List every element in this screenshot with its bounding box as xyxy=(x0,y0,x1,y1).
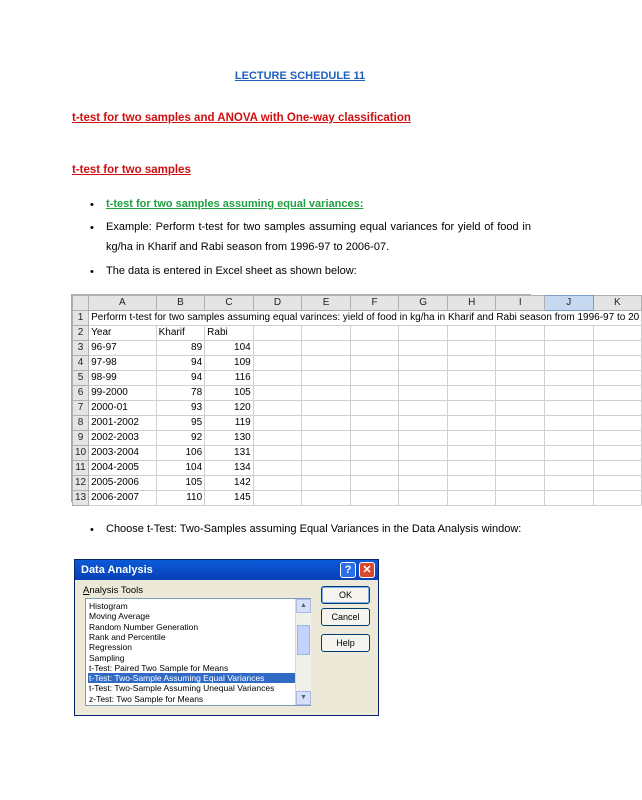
cell[interactable] xyxy=(593,326,642,341)
close-icon[interactable]: ✕ xyxy=(359,562,375,578)
column-header[interactable]: J xyxy=(545,296,594,311)
cell[interactable] xyxy=(545,461,594,476)
cell[interactable] xyxy=(350,491,399,506)
cell[interactable] xyxy=(593,476,642,491)
cell[interactable]: 134 xyxy=(205,461,254,476)
cell[interactable] xyxy=(593,386,642,401)
cell[interactable] xyxy=(350,386,399,401)
cell[interactable] xyxy=(399,371,448,386)
main-heading: t-test for two samples and ANOVA with One-way classification xyxy=(72,112,411,124)
cell[interactable] xyxy=(593,491,642,506)
analysis-tools-list[interactable] xyxy=(85,598,311,706)
cell[interactable]: 96-97 xyxy=(89,341,157,356)
cell[interactable] xyxy=(447,431,496,446)
cell[interactable] xyxy=(447,416,496,431)
cell[interactable]: 116 xyxy=(205,371,254,386)
cell[interactable] xyxy=(253,356,302,371)
cell[interactable] xyxy=(253,461,302,476)
row-header[interactable]: 12 xyxy=(73,476,89,491)
cell[interactable] xyxy=(399,326,448,341)
cell[interactable] xyxy=(545,386,594,401)
cell[interactable]: 2000-01 xyxy=(89,401,157,416)
cell[interactable]: 142 xyxy=(205,476,254,491)
cell[interactable]: Year xyxy=(89,326,157,341)
cell[interactable] xyxy=(302,476,351,491)
column-header[interactable]: A xyxy=(89,296,157,311)
cell[interactable] xyxy=(545,356,594,371)
bullet-2: Example: Perform t-test for two samples assuming equal variances for yield of food in kg/ha in Kharif and Rabi season from 1996-97 to 2006-07. xyxy=(106,221,531,253)
cell[interactable] xyxy=(447,341,496,356)
column-header[interactable]: I xyxy=(496,296,545,311)
column-header[interactable]: K xyxy=(593,296,642,311)
cell[interactable] xyxy=(545,371,594,386)
cell[interactable] xyxy=(447,356,496,371)
column-header[interactable]: B xyxy=(156,296,205,311)
cell[interactable] xyxy=(545,326,594,341)
cell[interactable] xyxy=(593,431,642,446)
list-item[interactable]: Random Number Generation xyxy=(89,621,199,632)
scroll-thumb[interactable] xyxy=(297,625,310,655)
cell[interactable] xyxy=(447,446,496,461)
bullet-dot: • xyxy=(90,266,94,278)
row-header[interactable]: 11 xyxy=(73,461,89,476)
cell[interactable]: 2004-2005 xyxy=(89,461,157,476)
bullet-4: Choose t-Test: Two-Samples assuming Equal Variances in the Data Analysis window: xyxy=(106,523,522,535)
list-scrollbar[interactable] xyxy=(295,599,311,705)
row-header[interactable]: 2 xyxy=(73,326,89,341)
cell[interactable] xyxy=(399,476,448,491)
row-header[interactable]: 9 xyxy=(73,431,89,446)
list-item[interactable]: Moving Average xyxy=(89,611,150,622)
cell[interactable]: 99-2000 xyxy=(89,386,157,401)
cell[interactable] xyxy=(447,371,496,386)
cell[interactable] xyxy=(496,491,545,506)
cell[interactable] xyxy=(399,416,448,431)
cell[interactable] xyxy=(593,371,642,386)
cell[interactable]: 78 xyxy=(156,386,205,401)
list-item[interactable]: t-Test: Two-Sample Assuming Equal Variances xyxy=(88,673,295,683)
cell[interactable] xyxy=(593,446,642,461)
bullet-dot: • xyxy=(90,222,94,234)
cell[interactable] xyxy=(399,356,448,371)
cell[interactable] xyxy=(302,371,351,386)
help-icon[interactable]: ? xyxy=(340,562,356,578)
cell[interactable]: Kharif xyxy=(156,326,205,341)
analysis-tools-label: Analysis Tools xyxy=(83,585,144,596)
row-header[interactable]: 8 xyxy=(73,416,89,431)
cell[interactable] xyxy=(399,386,448,401)
row-header[interactable]: 3 xyxy=(73,341,89,356)
cell[interactable] xyxy=(302,416,351,431)
column-header[interactable]: E xyxy=(302,296,351,311)
cell[interactable] xyxy=(545,491,594,506)
row-header[interactable]: 13 xyxy=(73,491,89,506)
sheet-table xyxy=(72,295,642,506)
cell[interactable] xyxy=(593,356,642,371)
cell[interactable] xyxy=(399,461,448,476)
cell[interactable] xyxy=(350,461,399,476)
cell[interactable] xyxy=(545,341,594,356)
cell[interactable] xyxy=(496,401,545,416)
column-header[interactable]: G xyxy=(399,296,448,311)
cell[interactable] xyxy=(447,476,496,491)
cell[interactable]: 2006-2007 xyxy=(89,491,157,506)
cell[interactable] xyxy=(253,491,302,506)
cell[interactable]: 119 xyxy=(205,416,254,431)
cell[interactable] xyxy=(302,401,351,416)
cell[interactable] xyxy=(496,446,545,461)
row-header[interactable]: 1 xyxy=(73,311,89,326)
column-header[interactable]: F xyxy=(350,296,399,311)
cell[interactable] xyxy=(447,386,496,401)
cell[interactable] xyxy=(399,341,448,356)
cell[interactable] xyxy=(253,416,302,431)
cell[interactable] xyxy=(253,386,302,401)
list-item[interactable]: Rank and Percentile xyxy=(89,631,166,642)
cell[interactable] xyxy=(253,371,302,386)
cell[interactable] xyxy=(399,401,448,416)
cell[interactable] xyxy=(350,326,399,341)
row-header[interactable]: 4 xyxy=(73,356,89,371)
excel-spreadsheet xyxy=(71,294,640,503)
cell[interactable]: 105 xyxy=(205,386,254,401)
row-header[interactable]: 5 xyxy=(73,371,89,386)
list-item[interactable]: t-Test: Paired Two Sample for Means xyxy=(89,662,229,673)
cell[interactable] xyxy=(496,461,545,476)
cell[interactable] xyxy=(593,341,642,356)
list-item[interactable]: Histogram xyxy=(89,601,128,611)
cell[interactable]: 93 xyxy=(156,401,205,416)
cell[interactable] xyxy=(302,326,351,341)
cell[interactable]: 97-98 xyxy=(89,356,157,371)
bullet-3: The data is entered in Excel sheet as shown below: xyxy=(106,265,357,277)
cell[interactable]: 2001-2002 xyxy=(89,416,157,431)
cell[interactable]: 145 xyxy=(205,491,254,506)
cell[interactable]: 94 xyxy=(156,371,205,386)
list-item[interactable]: t-Test: Two-Sample Assuming Unequal Variances xyxy=(89,683,275,694)
row-header[interactable]: 6 xyxy=(73,386,89,401)
cell[interactable] xyxy=(350,371,399,386)
cell[interactable] xyxy=(593,401,642,416)
equal-variance-link[interactable]: t-test for two samples assuming equal variances: xyxy=(106,198,364,210)
cell[interactable] xyxy=(593,461,642,476)
row-header[interactable]: 10 xyxy=(73,446,89,461)
cell[interactable]: 2003-2004 xyxy=(89,446,157,461)
column-header[interactable]: H xyxy=(447,296,496,311)
cell[interactable] xyxy=(302,356,351,371)
cell[interactable] xyxy=(447,401,496,416)
cell[interactable] xyxy=(302,386,351,401)
cell[interactable] xyxy=(350,356,399,371)
cell[interactable] xyxy=(350,401,399,416)
cell[interactable] xyxy=(496,386,545,401)
cell[interactable] xyxy=(350,446,399,461)
cell[interactable] xyxy=(496,431,545,446)
cell[interactable] xyxy=(545,431,594,446)
cell[interactable]: 2005-2006 xyxy=(89,476,157,491)
sheet-title-cell[interactable]: Perform t-test for two samples assuming equal varinces: yield of food in kg/ha in Kharif and Rabi season from 1996-97 to 20 xyxy=(89,311,642,326)
cell[interactable] xyxy=(302,461,351,476)
cell[interactable] xyxy=(545,416,594,431)
cell[interactable]: 104 xyxy=(156,461,205,476)
select-all-corner[interactable] xyxy=(73,296,89,311)
cell[interactable] xyxy=(447,491,496,506)
cell[interactable] xyxy=(350,431,399,446)
cell[interactable] xyxy=(496,476,545,491)
cell[interactable]: Rabi xyxy=(205,326,254,341)
cell[interactable] xyxy=(496,341,545,356)
cell[interactable]: 92 xyxy=(156,431,205,446)
cell[interactable] xyxy=(447,461,496,476)
cell[interactable]: 105 xyxy=(156,476,205,491)
cell[interactable]: 120 xyxy=(205,401,254,416)
list-item[interactable]: Regression xyxy=(89,642,132,653)
scroll-up-icon[interactable]: ▲ xyxy=(296,599,311,613)
cell[interactable]: 2002-2003 xyxy=(89,431,157,446)
cell[interactable]: 106 xyxy=(156,446,205,461)
cell[interactable]: 94 xyxy=(156,356,205,371)
cell[interactable] xyxy=(350,416,399,431)
row-header[interactable]: 7 xyxy=(73,401,89,416)
cell[interactable] xyxy=(350,476,399,491)
dialog-title: Data Analysis xyxy=(75,560,378,580)
cell[interactable] xyxy=(253,431,302,446)
cell[interactable]: 130 xyxy=(205,431,254,446)
cell[interactable] xyxy=(496,326,545,341)
cell[interactable]: 95 xyxy=(156,416,205,431)
cell[interactable] xyxy=(399,446,448,461)
cell[interactable] xyxy=(253,326,302,341)
cell[interactable] xyxy=(253,341,302,356)
cell[interactable] xyxy=(253,476,302,491)
cancel-button[interactable]: Cancel xyxy=(321,608,370,626)
cell[interactable] xyxy=(350,341,399,356)
cell[interactable] xyxy=(545,401,594,416)
cell[interactable] xyxy=(253,446,302,461)
cell[interactable] xyxy=(302,491,351,506)
bullet-dot: • xyxy=(90,524,94,536)
lecture-title: LECTURE SCHEDULE 11 xyxy=(234,70,366,82)
cell[interactable] xyxy=(302,446,351,461)
data-analysis-dialog xyxy=(74,559,379,716)
cell[interactable] xyxy=(593,416,642,431)
section-heading: t-test for two samples xyxy=(72,164,191,176)
bullet-1 xyxy=(106,194,531,214)
cell[interactable]: 89 xyxy=(156,341,205,356)
cell[interactable] xyxy=(399,431,448,446)
cell[interactable] xyxy=(496,371,545,386)
cell[interactable] xyxy=(545,446,594,461)
cell[interactable]: 104 xyxy=(205,341,254,356)
cell[interactable] xyxy=(496,356,545,371)
cell[interactable] xyxy=(399,491,448,506)
cell[interactable] xyxy=(545,476,594,491)
cell[interactable]: 110 xyxy=(156,491,205,506)
cell[interactable] xyxy=(302,431,351,446)
cell[interactable]: 98-99 xyxy=(89,371,157,386)
help-button[interactable]: Help xyxy=(321,634,370,652)
cell[interactable] xyxy=(302,341,351,356)
cell[interactable] xyxy=(496,416,545,431)
list-item[interactable]: Sampling xyxy=(89,652,125,663)
cell[interactable]: 109 xyxy=(205,356,254,371)
bullet-dot: • xyxy=(90,199,94,211)
list-item[interactable]: z-Test: Two Sample for Means xyxy=(89,693,204,704)
ok-button[interactable]: OK xyxy=(321,586,370,604)
scroll-down-icon[interactable]: ▼ xyxy=(296,691,311,705)
column-header[interactable]: D xyxy=(253,296,302,311)
cell[interactable] xyxy=(253,401,302,416)
cell[interactable]: 131 xyxy=(205,446,254,461)
cell[interactable] xyxy=(447,326,496,341)
column-header[interactable]: C xyxy=(205,296,254,311)
